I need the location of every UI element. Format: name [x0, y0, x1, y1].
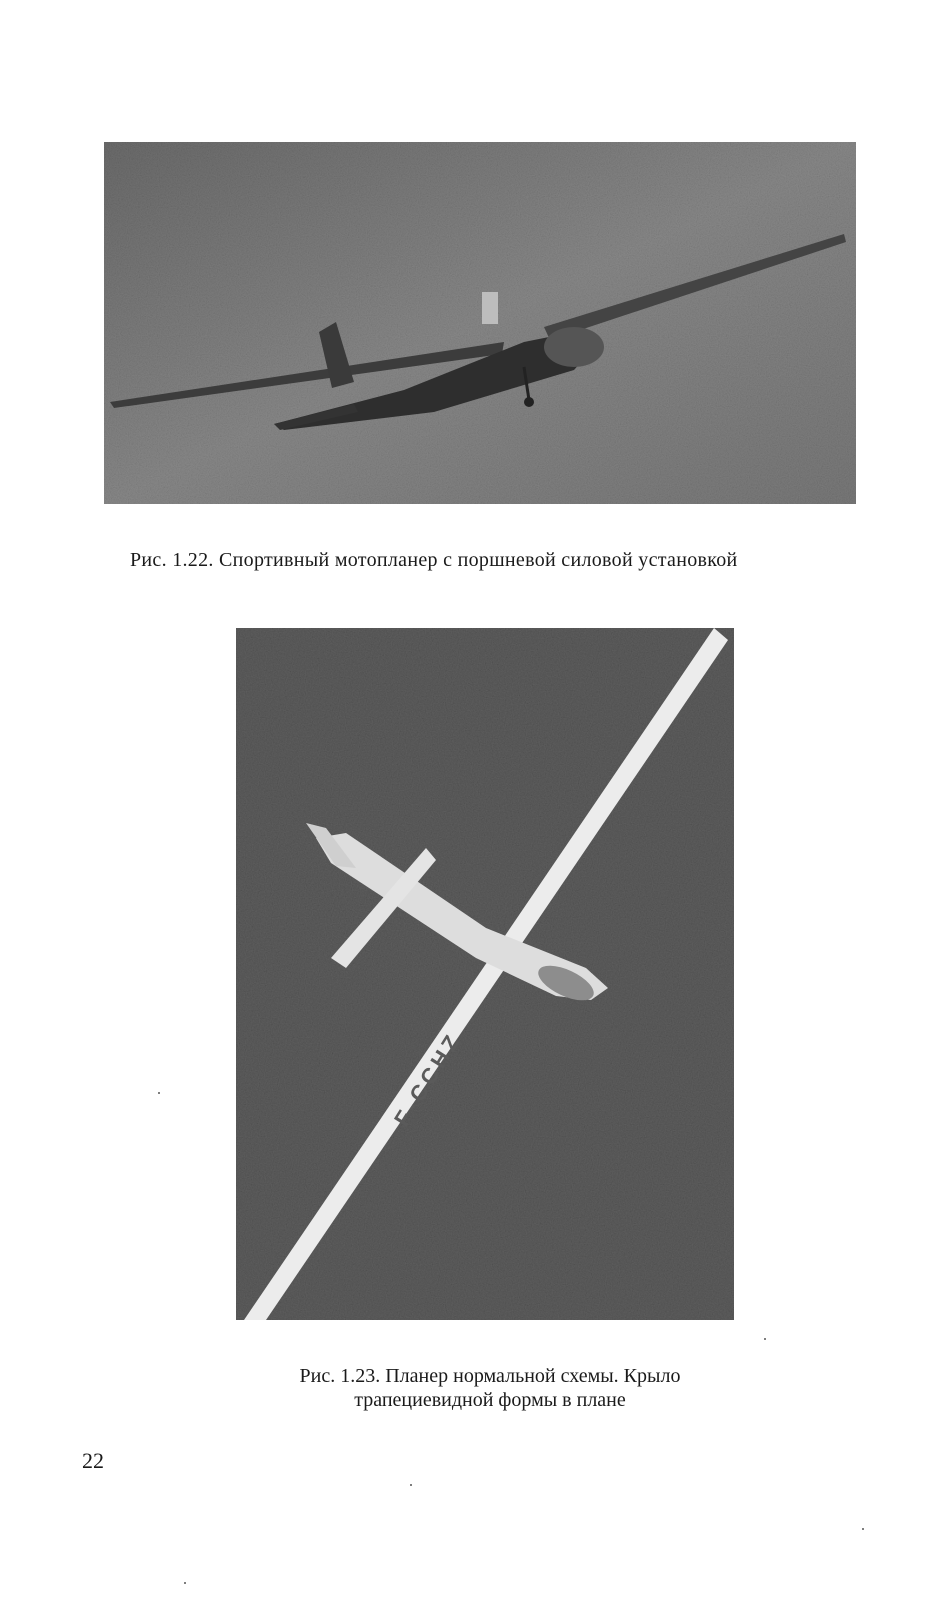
figure-1-22-photo	[104, 142, 856, 504]
print-speck	[410, 1484, 412, 1486]
caption-line-2: трапециевидной формы в плане	[354, 1389, 626, 1411]
figure-1-23-photo	[236, 628, 734, 1320]
page-number: 22	[82, 1448, 104, 1473]
aircraft-marking: F-CCHZ	[389, 1027, 467, 1131]
glider-image	[236, 628, 734, 1320]
print-speck	[184, 1582, 186, 1584]
print-speck	[764, 1338, 766, 1340]
print-speck	[158, 1092, 160, 1094]
figure-1-22-caption: Рис. 1.22. Спортивный мотопланер с поршневой силовой установкой	[130, 549, 738, 571]
motor-glider-image	[104, 142, 856, 504]
caption-line-1: Рис. 1.23. Планер нормальной схемы. Крыло	[299, 1365, 681, 1387]
figure-1-23-caption	[230, 1364, 750, 1412]
print-speck	[862, 1528, 864, 1530]
